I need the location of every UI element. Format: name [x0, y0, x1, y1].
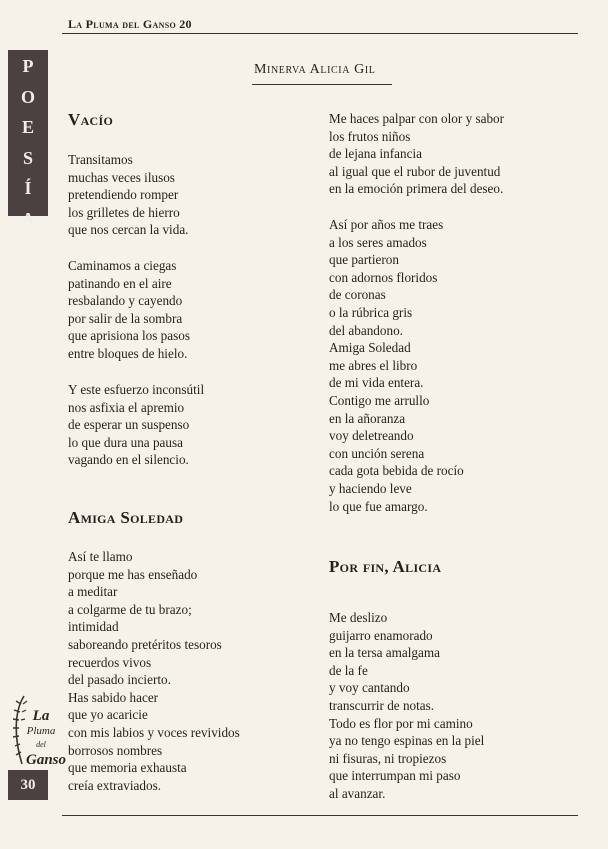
verse-line: guijarro enamorado — [329, 627, 433, 643]
verse-line: de esperar un suspenso — [68, 417, 190, 433]
stanza — [68, 381, 204, 469]
author-rule — [252, 84, 392, 85]
logo-line: La — [32, 708, 50, 724]
verse-line: y voy cantando — [329, 680, 410, 696]
section-letter: S — [22, 147, 33, 168]
verse-line: que aprisiona los pasos — [68, 328, 190, 344]
section-letter: Í — [24, 178, 32, 198]
verse-line: pretendiendo romper — [68, 187, 179, 203]
header-rule — [62, 33, 578, 34]
poem-title: Por fin, Alicia — [329, 557, 442, 576]
author-name: Minerva Alicia Gil — [254, 62, 376, 77]
stanza — [329, 216, 464, 515]
verse-line: Todo es flor por mi camino — [329, 715, 473, 731]
verse-line: ni fisuras, ni tropiezos — [329, 750, 447, 766]
verse-line: cada gota bebida de rocío — [329, 463, 464, 479]
verse-line: al avanzar. — [329, 785, 386, 801]
verse-line: Así por años me traes — [329, 217, 444, 232]
verse-line: lo que dura una pausa — [68, 434, 183, 450]
logo-line: Ganso — [26, 752, 67, 768]
verse-line: saboreando pretéritos tesoros — [68, 636, 222, 652]
stanza — [68, 548, 240, 794]
verse-line: Has sabido hacer — [68, 689, 159, 705]
logo-wordmark — [26, 708, 67, 768]
verse-line: borrosos nombres — [68, 742, 163, 758]
verse-line: que interrumpan mi paso — [329, 768, 461, 784]
verse-line: Me haces palpar con olor y sabor — [329, 111, 505, 126]
verse-line: los grilletes de hierro — [68, 204, 180, 220]
verse-line: los frutos niños — [329, 128, 411, 144]
verse-line: creía extraviados. — [68, 777, 161, 793]
verse-line: patinando en el aire — [68, 275, 172, 291]
verse-line: Caminamos a ciegas — [68, 258, 177, 273]
stanza — [68, 257, 190, 363]
verse-line: con adornos floridos — [329, 269, 438, 285]
verse-line: vagando en el silencio. — [68, 452, 189, 468]
verse-line: Así te llamo — [68, 549, 133, 564]
verse-line: a los seres amados — [329, 234, 427, 250]
poem-title: Vacío — [68, 110, 114, 129]
verse-line: en la añoranza — [329, 410, 406, 426]
verse-line: lo que fue amargo. — [329, 498, 428, 514]
verse-line: y haciendo leve — [329, 480, 412, 496]
verse-line: Amiga Soledad — [329, 340, 411, 356]
verse-line: Y este esfuerzo inconsútil — [68, 382, 205, 397]
verse-line: resbalando y cayendo — [68, 293, 183, 309]
verse-line: transcurrir de notas. — [329, 697, 435, 713]
verse-line: nos asfixia el apremio — [68, 399, 185, 415]
verse-line: o la rúbrica gris — [329, 304, 413, 320]
section-letter: E — [21, 117, 34, 137]
section-letter: P — [22, 56, 34, 76]
verse-line: con unción serena — [329, 445, 425, 461]
page-number: 30 — [8, 770, 48, 800]
verse-line: ya no tengo espinas en la piel — [329, 733, 485, 749]
verse-line: que partieron — [329, 252, 399, 268]
verse-line: del abandono. — [329, 322, 403, 338]
verse-line: muchas veces ilusos — [68, 169, 175, 185]
logo-line: del — [36, 740, 46, 749]
verse-line: que nos cercan la vida. — [68, 222, 189, 238]
verse-line: a colgarme de tu brazo; — [68, 601, 192, 617]
poem-title: Amiga Soledad — [68, 508, 184, 527]
stanza — [329, 609, 484, 803]
verse-line: voy deletreando — [329, 428, 414, 444]
stanza — [68, 151, 188, 239]
verse-line: porque me has enseñado — [68, 566, 198, 582]
verse-line: de la fe — [329, 662, 368, 678]
verse-line: en la emoción primera del deseo. — [329, 181, 504, 197]
verse-line: al igual que el rubor de juventud — [329, 163, 501, 179]
verse-line: en la tersa amalgama — [329, 645, 440, 661]
verse-line: Contigo me arrullo — [329, 392, 430, 408]
section-label-band — [8, 50, 48, 229]
stanza — [329, 110, 504, 198]
verse-line: con mis labios y voces revividos — [68, 724, 240, 740]
verse-line: que yo acaricie — [68, 707, 148, 723]
verse-line: a meditar — [68, 584, 118, 600]
verse-line: Me deslizo — [329, 610, 388, 625]
verse-line: Transitamos — [68, 152, 133, 167]
verse-line: de mi vida entera. — [329, 375, 424, 391]
footer-rule — [62, 815, 578, 816]
verse-line: por salir de la sombra — [68, 310, 183, 326]
verse-line: entre bloques de hielo. — [68, 345, 188, 361]
section-letter: A — [21, 208, 35, 229]
running-head: La Pluma del Ganso 20 — [68, 17, 192, 31]
verse-line: recuerdos vivos — [68, 654, 152, 670]
verse-line: de lejana infancia — [329, 146, 422, 162]
verse-line: que memoria exhausta — [68, 760, 187, 776]
verse-line: de coronas — [329, 287, 386, 303]
verse-line: me abres el libro — [329, 357, 418, 373]
section-letter: O — [20, 86, 35, 107]
logo-line: Pluma — [26, 725, 56, 737]
verse-line: del pasado incierto. — [68, 672, 171, 688]
verse-line: intimidad — [68, 619, 119, 635]
